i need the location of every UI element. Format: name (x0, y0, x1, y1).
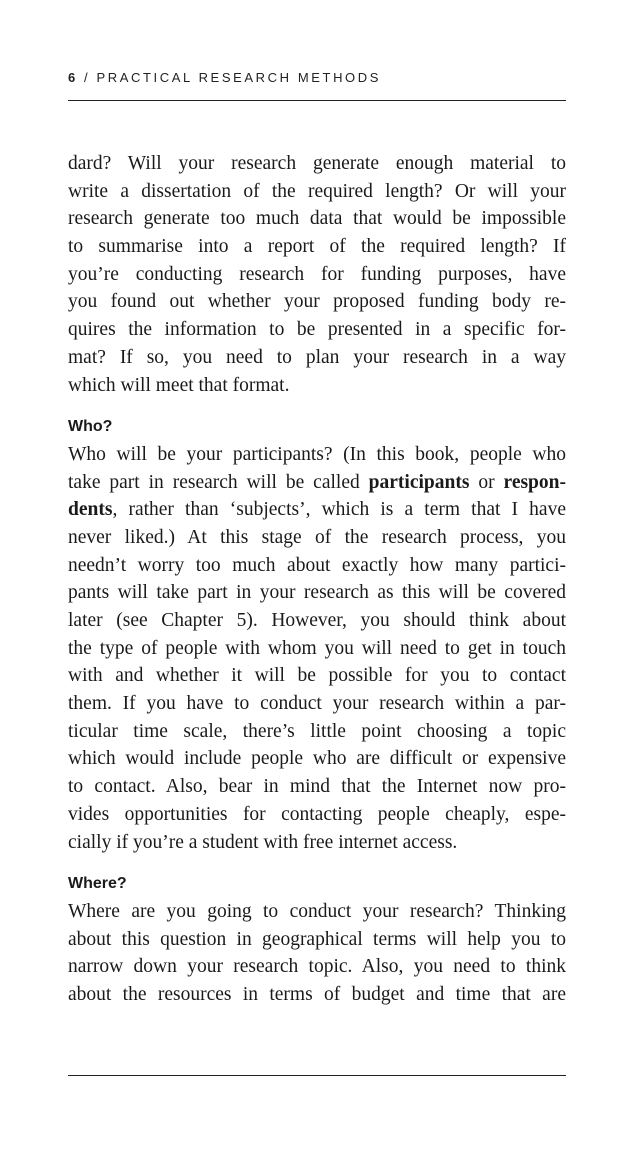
text-line: ticular time scale, there’s little point choosing a topic (68, 720, 566, 742)
page-number: 6 (68, 70, 78, 85)
text-line: you’re conducting research for funding purposes, have (68, 263, 566, 285)
text-line: vides opportunities for contacting people cheaply, espe- (68, 803, 566, 825)
text-line: with and whether it will be possible for you to contact (68, 665, 566, 687)
running-head-separator: / (77, 70, 97, 85)
term-respondents-part1: respon- (503, 471, 566, 493)
text-line: Who will be your participants? (In this book, people who (68, 443, 566, 465)
text-run: take part in research will be called (68, 471, 369, 493)
text-run: , rather than ‘subjects’, which is a term that I have (112, 499, 566, 521)
text-line (68, 469, 566, 497)
text-line: which would include people who are difficult or expensive (68, 748, 566, 770)
book-page (68, 0, 566, 1172)
section-who (68, 413, 566, 856)
text-line: to summarise into a report of the required length? If (68, 236, 566, 258)
text-line: pants will take part in your research as this will be covered (68, 582, 566, 604)
text-line: later (see Chapter 5). However, you should think about (68, 610, 566, 631)
text-line: quires the information to be presented in a specific for- (68, 319, 566, 341)
text-line: you found out whether your proposed funding body re- (68, 291, 566, 313)
text-line: Where are you going to conduct your research? Thinking (68, 900, 566, 922)
text-line: mat? If so, you need to plan your research in a way (68, 346, 566, 368)
paragraph-gap (68, 399, 566, 413)
text-run: or (469, 471, 504, 493)
footer-rule (68, 1075, 566, 1076)
text-line: about the resources in terms of budget and time that are (68, 983, 566, 1005)
term-respondents-part2: dents (68, 499, 113, 521)
paragraph-gap (68, 856, 566, 870)
text-line: narrow down your research topic. Also, you need to think (68, 956, 566, 978)
text-line (68, 496, 566, 524)
header-rule (68, 100, 566, 101)
paragraph-intro (68, 150, 566, 399)
text-line: the type of people with whom you will need to get in touch (68, 637, 566, 659)
body-text (68, 150, 566, 1009)
text-line: which will meet that format. (68, 374, 290, 396)
section-heading-who: Who? (68, 418, 113, 436)
text-line: research generate too much data that would be impossible (68, 208, 566, 230)
section-where (68, 870, 566, 1008)
text-line: write a dissertation of the required length? Or will your (68, 180, 566, 202)
term-participants: participants (368, 471, 470, 493)
section-heading-where: Where? (68, 875, 127, 893)
text-line: needn’t worry too much about exactly how many partici- (68, 554, 566, 576)
text-line: dard? Will your research generate enough material to (68, 153, 566, 174)
book-title: PRACTICAL RESEARCH METHODS (96, 70, 382, 85)
text-line: about this question in geographical terms will help you to (68, 928, 566, 950)
text-line: cially if you’re a student with free internet access. (68, 831, 458, 853)
text-line: never liked.) At this stage of the research process, you (68, 526, 566, 548)
text-line: them. If you have to conduct your research within a par- (68, 693, 566, 715)
running-head (68, 70, 566, 85)
text-line: to contact. Also, bear in mind that the Internet now pro- (68, 776, 566, 798)
